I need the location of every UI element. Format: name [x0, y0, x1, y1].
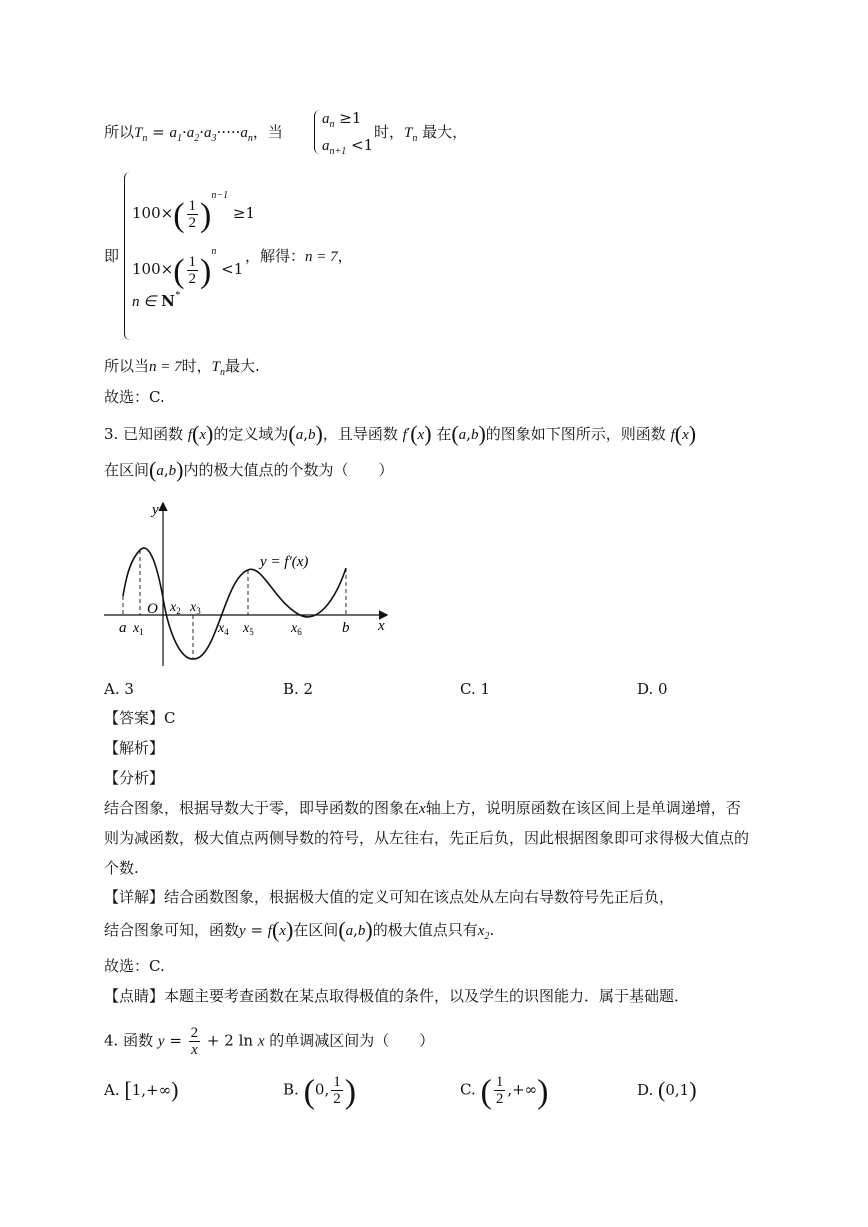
comment-line: 【点睛】本题主要考查函数在某点取得极值的条件，以及学生的识图能力．属于基础题．: [104, 987, 690, 1005]
curve-label: y = f′(x): [260, 554, 309, 570]
label-b: b: [342, 620, 350, 636]
q2-choice: 故选：C.: [104, 388, 165, 406]
label-x5: $x_5$: [243, 621, 254, 637]
fenxi-label: 【分析】: [104, 769, 165, 787]
analysis-p2: 则为减函数，极大值点两侧导数的符号，从左往右，先正后负，因此根据图象即可求得极大值点的: [104, 829, 750, 847]
cond-line-1: $a_n \ge 1$: [322, 109, 362, 130]
label-O: O: [147, 601, 158, 617]
q4-option-a[interactable]: A. [1,+∞): [104, 1077, 179, 1102]
q3-option-d[interactable]: D. 0: [637, 680, 668, 698]
label-x4: $x_4$: [218, 621, 229, 637]
q3-choice: 故选：C.: [104, 957, 165, 975]
q3-option-b[interactable]: B. 2: [283, 680, 314, 698]
label-x3: $x_3$: [190, 600, 201, 616]
q3-line-1: 3. 已知函数 f(x)的定义域为(a,b)，且导函数 f′(x) 在(a,b)的图象如下图所示，则函数 f(x): [104, 421, 697, 446]
system-row-1: 100×( $\frac{1}{2}$ )$^{n-1}$ ≥1: [132, 190, 256, 234]
intro-tail: 时，$T_n$ 最大，: [374, 123, 468, 144]
system-row-3: n ∈ N*: [132, 290, 180, 310]
q4-stem: 4. 函数 y = $\frac{2}{x}$ + 2 ln x 的单调减区间为（ ）: [104, 1025, 435, 1058]
q3-line-2: 在区间(a,b)内的极大值点的个数为（ ）: [104, 457, 394, 482]
system-brace: [124, 172, 131, 340]
detail-line-1: 【详解】结合函数图象，根据极大值的定义可知在该点处从左向右导数符号先正后负，: [104, 888, 675, 906]
label-x6: $x_6$: [291, 621, 302, 637]
q4-option-c[interactable]: C. ( $\frac{1}{2}$ ,+∞): [460, 1073, 549, 1111]
derivative-graph: [100, 498, 400, 673]
brace: [314, 110, 321, 154]
conclusion-line: 所以当n = 7时，$T_n$最大.: [104, 357, 260, 378]
label-a: a: [119, 620, 127, 636]
analysis-p3: 个数.: [104, 859, 139, 877]
q4-option-d[interactable]: D. (0,1): [637, 1077, 697, 1102]
analysis-p1: 结合图象，根据导数大于零，即导函数的图象在x轴上方，说明原函数在该区间上是单调递增，否: [104, 799, 741, 817]
q4-option-b[interactable]: B. (0, $\frac{1}{2}$ ): [283, 1073, 357, 1111]
cond-line-2: $a_{n+1} <1$: [322, 136, 374, 157]
intro-line: 所以$T_n = a_1\cdot a_2\cdot a_3\cdot\cdot\cdot\cdot\cdot a_n$，当: [104, 123, 283, 144]
detail-line-2: 结合图象可知，函数y = f(x)在区间(a,b)的极大值点只有$x_2$.: [104, 917, 495, 942]
solve-text: ，解得：n = 7，: [245, 247, 353, 265]
label-x1: $x_1$: [133, 621, 144, 637]
system-row-2: 100×( $\frac{1}{2}$ )$^n$ <1: [132, 246, 244, 290]
label-x2: $x_2$: [170, 600, 181, 616]
ji-label: 即: [104, 247, 120, 265]
label-x: x: [378, 618, 385, 634]
analysis-label: 【解析】: [104, 739, 165, 757]
q3-option-c[interactable]: C. 1: [460, 680, 491, 698]
label-y: y: [152, 502, 159, 518]
q3-option-a[interactable]: A. 3: [104, 680, 134, 698]
answer-label: 【答案】C: [104, 709, 176, 727]
